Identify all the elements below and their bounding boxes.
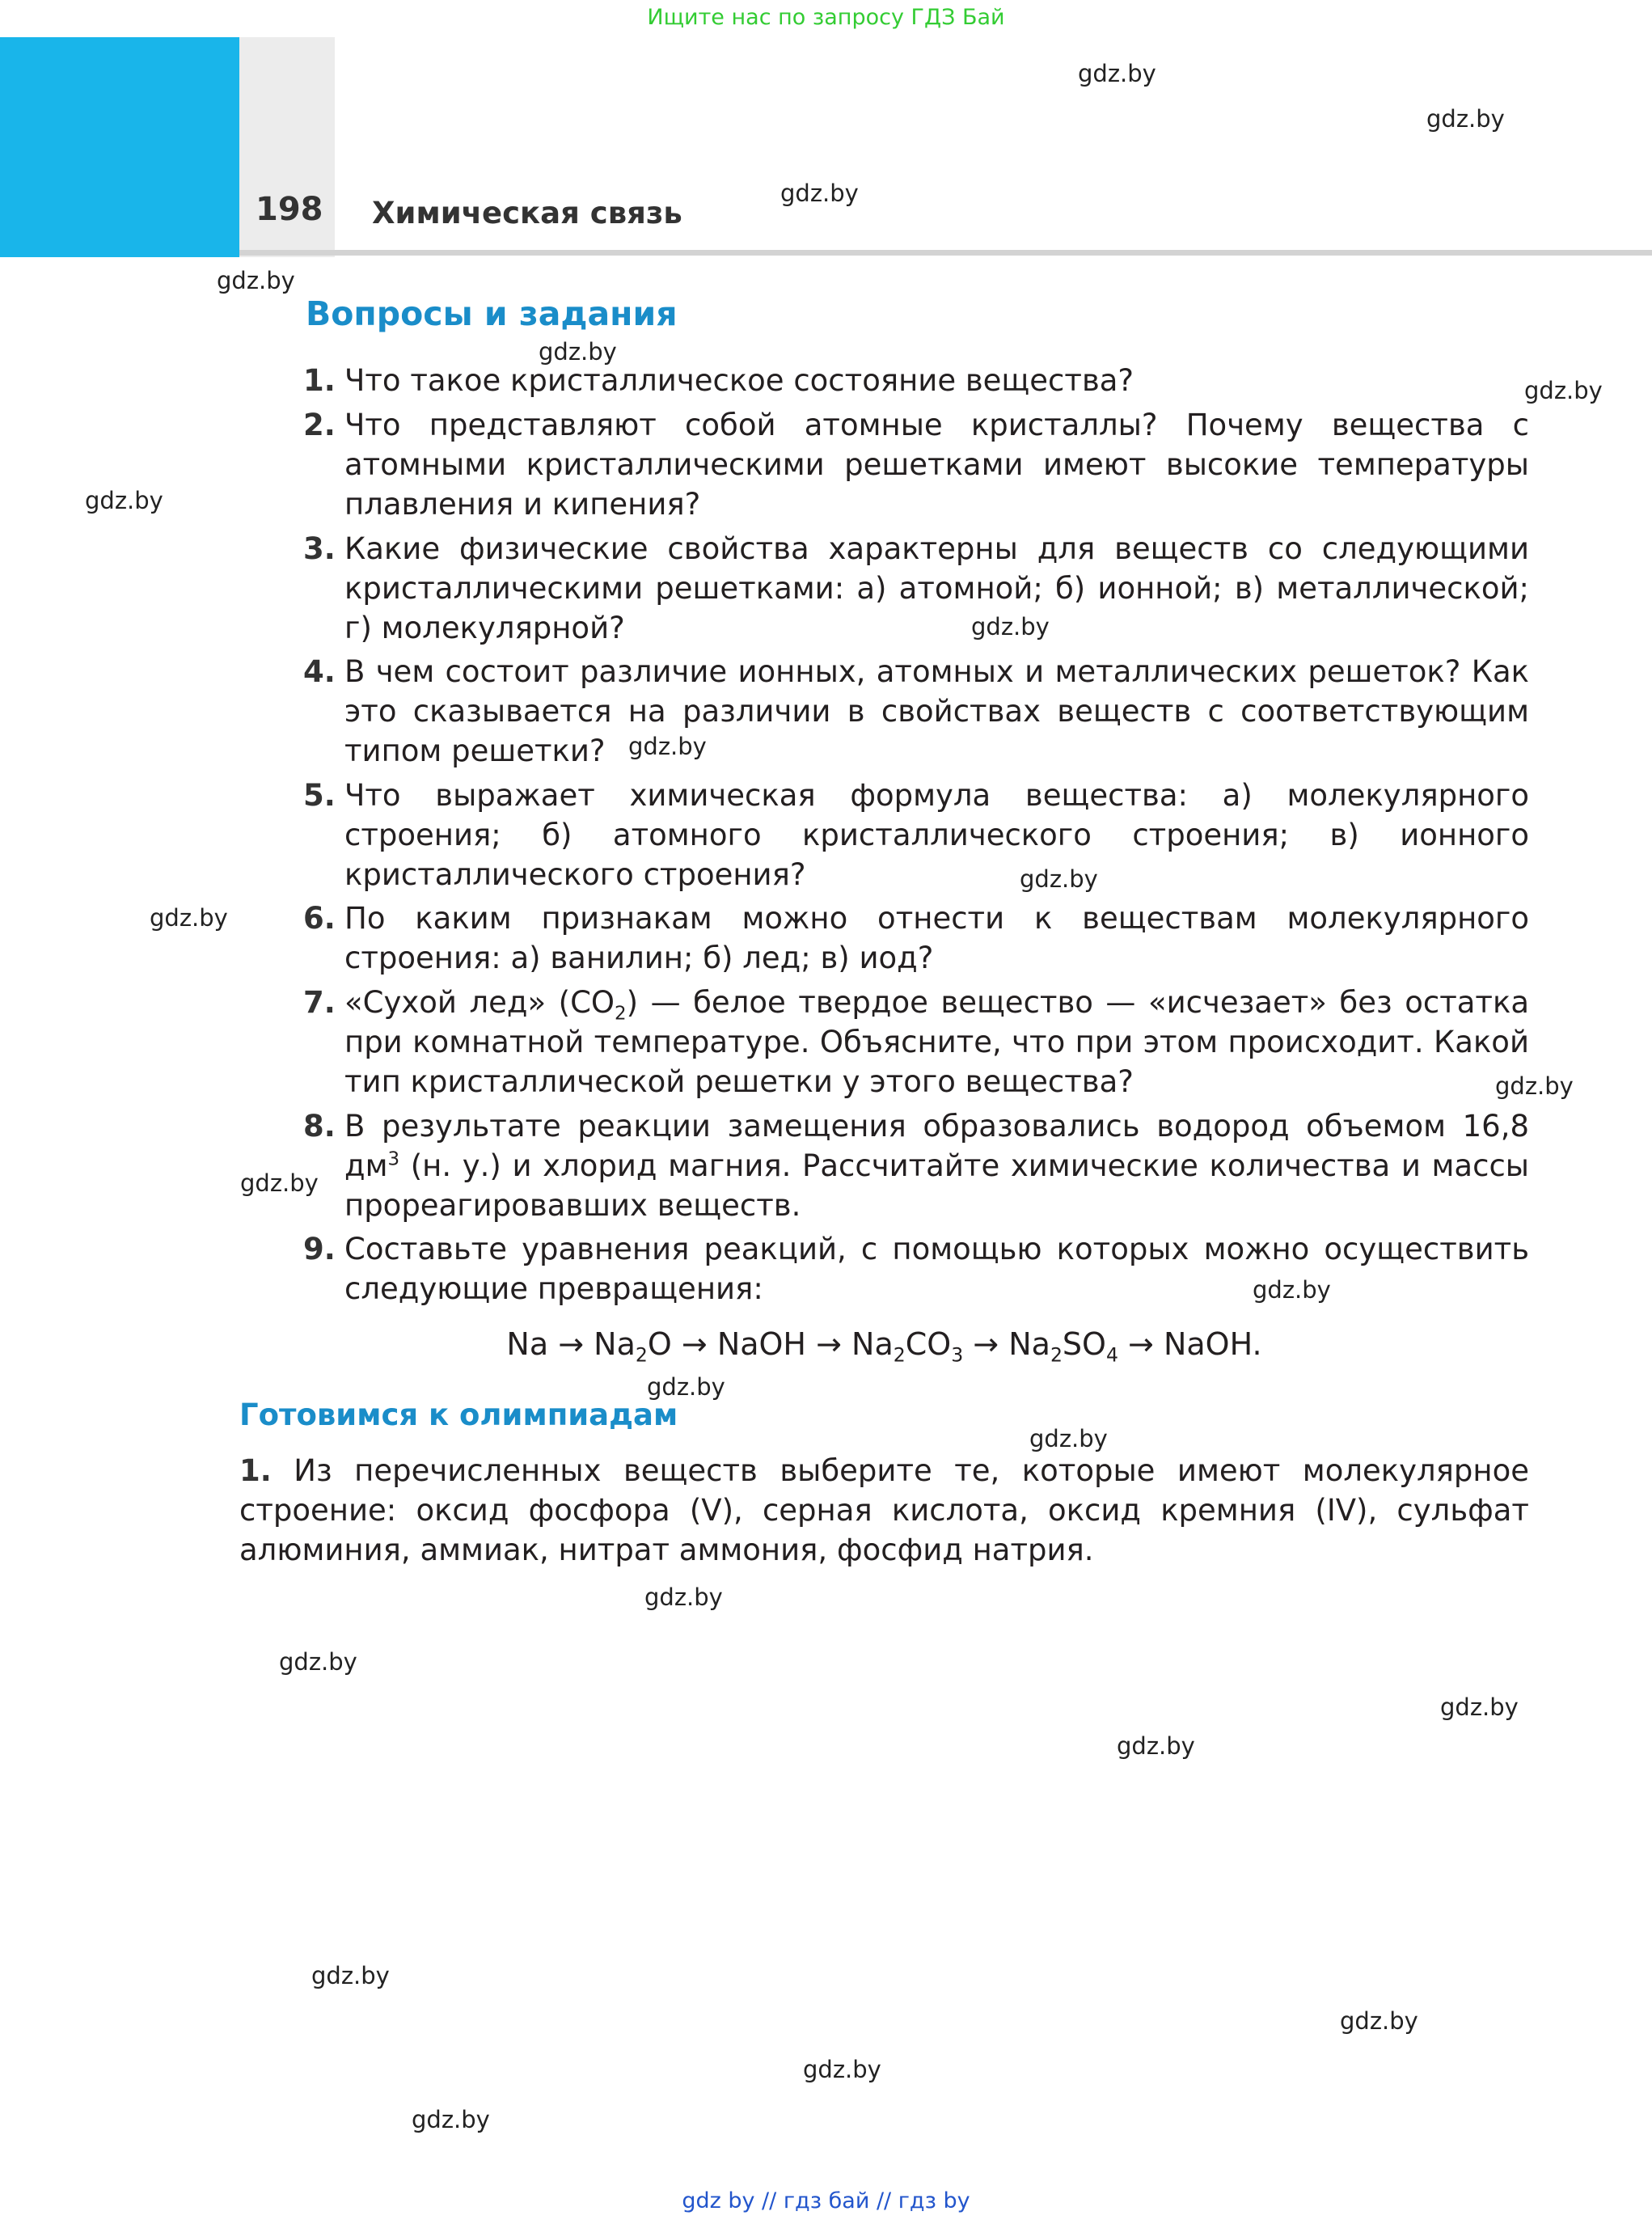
question-item <box>304 983 1529 1101</box>
watermark: gdz.by <box>1117 1732 1195 1760</box>
watermark: gdz.by <box>647 1373 725 1401</box>
task-number: 1. <box>239 1453 272 1488</box>
question-text: «Сухой лед» $(CO_2)$ — белое твердое вещество — «исчезает» без остатка при комнатной температуре. Объясните, что при этом происходит. Какой тип кристаллической решетки у этого вещества? <box>344 985 1529 1099</box>
footer-links[interactable]: gdz by // гдз бай // гдз by <box>682 2188 970 2213</box>
question-text: Что такое кристаллическое состояние вещества? <box>344 363 1134 398</box>
question-text: Составьте уравнения реакций, с помощью которых можно осуществить следующие превращения: <box>344 1232 1529 1306</box>
watermark: gdz.by <box>1340 2007 1418 2035</box>
section-heading-questions: Вопросы и задания <box>306 294 678 333</box>
watermark: gdz.by <box>1426 105 1505 133</box>
question-number: 3. <box>303 531 336 566</box>
question-text: Что представляют собой атомные кристаллы? Почему вещества с атомными кристаллическими решетками имеют высокие температуры плавления и кипения? <box>344 408 1529 522</box>
question-text: Что выражает химическая формула вещества: а) молекулярного строения; б) атомного кристаллического строения; в) ионного кристаллического строения? <box>344 778 1529 892</box>
question-number: 4. <box>303 654 336 689</box>
watermark: gdz.by <box>644 1583 723 1611</box>
watermark: gdz.by <box>412 2106 490 2133</box>
watermark: gdz.by <box>1253 1276 1331 1304</box>
question-number: 6. <box>303 901 336 936</box>
question-item <box>304 361 1529 400</box>
question-text: В чем состоит различие ионных, атомных и металлических решеток? Как это сказывается на различии в свойствах веществ с соответствующим типом решетки? <box>344 654 1529 768</box>
question-number: 8. <box>303 1109 336 1144</box>
page-number: 198 <box>256 191 323 228</box>
watermark: gdz.by <box>1020 865 1098 893</box>
question-item <box>304 1229 1529 1309</box>
chapter-title: Химическая связь <box>372 196 682 230</box>
question-item <box>304 1106 1529 1225</box>
task-text: Из перечисленных веществ выберите те, которые имеют молекулярное строение: оксид фосфора (V), серная кислота, оксид кремния (IV), сульфат алюминия, аммиак, нитрат аммония, фосфид натрия. <box>239 1453 1529 1567</box>
question-number: 2. <box>303 408 336 442</box>
question-item <box>304 776 1529 894</box>
top-banner[interactable]: Ищите нас по запросу ГДЗ Бай <box>647 5 1005 30</box>
watermark: gdz.by <box>279 1648 357 1676</box>
watermark: gdz.by <box>1078 60 1156 87</box>
watermark: gdz.by <box>1524 377 1603 404</box>
question-text: Какие физические свойства характерны для веществ со следующими кристаллическими решетками: а) атомной; б) ионной; в) металлической; г) молекулярной? <box>344 531 1529 645</box>
watermark: gdz.by <box>240 1169 319 1197</box>
watermark: gdz.by <box>539 338 617 366</box>
header-divider <box>239 250 1652 256</box>
question-number: 7. <box>303 985 336 1020</box>
reaction-chain-formula: $Na \to Na_2O$ → NaOH → $Na_2CO_3 \to Na_2SO_4$ → NaOH. <box>506 1326 1262 1367</box>
watermark: gdz.by <box>217 267 295 294</box>
watermark: gdz.by <box>85 487 163 514</box>
question-number: 1. <box>303 363 336 398</box>
question-item <box>304 405 1529 524</box>
question-item <box>304 898 1529 978</box>
header-color-bar <box>0 37 239 257</box>
question-item <box>304 529 1529 648</box>
olympiad-task <box>239 1451 1529 1570</box>
watermark: gdz.by <box>150 904 228 932</box>
watermark: gdz.by <box>1029 1425 1108 1452</box>
question-item <box>304 652 1529 771</box>
question-text: По каким признакам можно отнести к веществам молекулярного строения: а) ванилин; б) лед; в) иод? <box>344 901 1529 975</box>
question-number: 9. <box>303 1232 336 1266</box>
watermark: gdz.by <box>311 1962 390 1989</box>
watermark: gdz.by <box>971 613 1050 641</box>
watermark: gdz.by <box>628 733 707 760</box>
question-number: 5. <box>303 778 336 813</box>
watermark: gdz.by <box>1440 1693 1519 1721</box>
watermark: gdz.by <box>803 2056 881 2083</box>
question-text: В результате реакции замещения образовались водород объемом 16,8 $дм^3$ (н. у.) и хлорид магния. Рассчитайте химические количества и массы прореагировавших веществ. <box>344 1109 1529 1223</box>
watermark: gdz.by <box>1495 1072 1574 1100</box>
section-heading-olympiad: Готовимся к олимпиадам <box>239 1397 678 1432</box>
watermark: gdz.by <box>780 180 859 207</box>
